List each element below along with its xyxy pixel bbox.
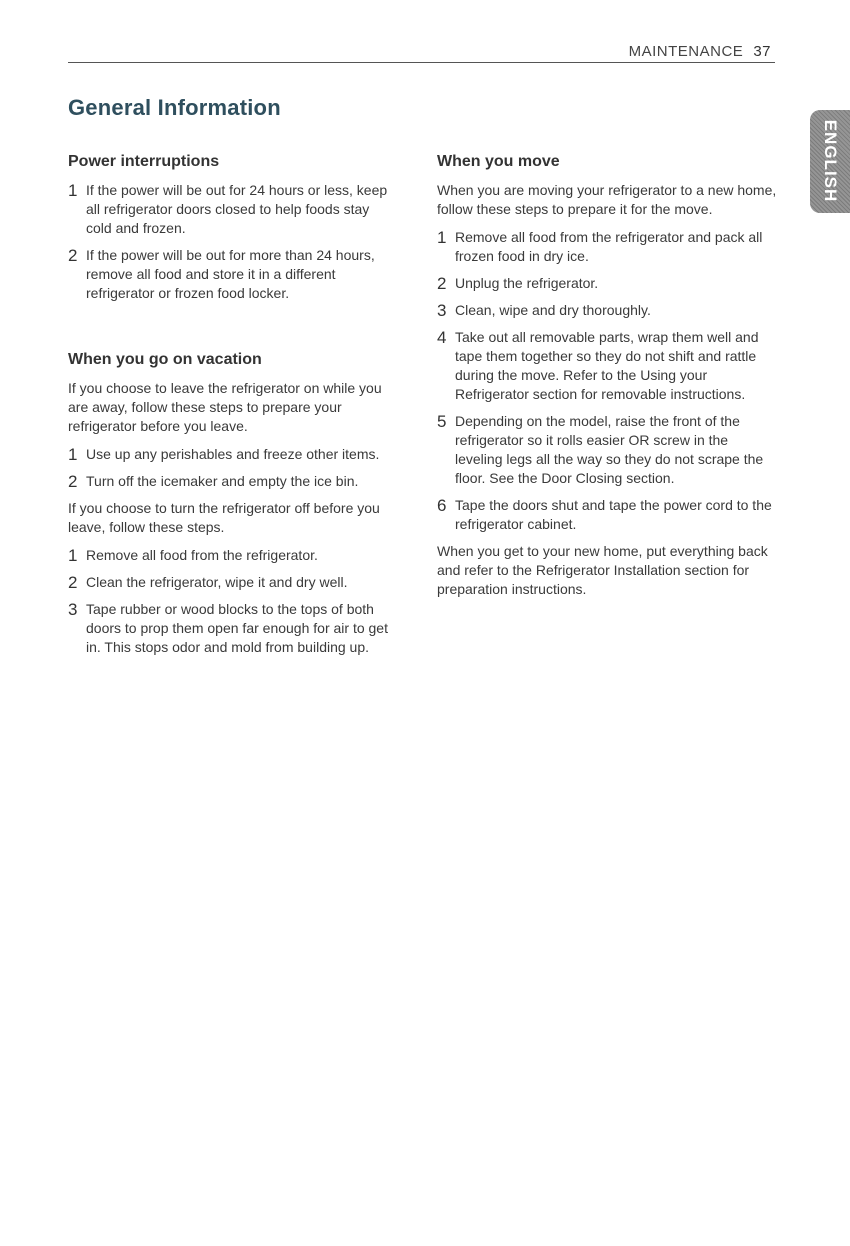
section-heading-vacation: When you go on vacation [68,351,262,368]
step-text: Turn off the icemaker and empty the ice bin. [86,473,359,489]
language-tab-label: ENGLISH [821,119,840,203]
step-number: 1 [68,445,78,464]
spacer [68,311,388,350]
list-item [68,472,388,491]
list-item [68,181,388,238]
list-item [437,496,777,534]
step-text: Unplug the refrigerator. [455,275,599,291]
step-number: 5 [437,412,447,431]
step-number: 1 [437,228,447,247]
step-number: 2 [68,472,78,491]
step-text: Tape the doors shut and tape the power cord to the refrigerator cabinet. [455,497,772,532]
header-section: MAINTENANCE [628,43,744,60]
list-item [68,600,388,657]
list-item [437,274,777,293]
step-text: If the power will be out for 24 hours or less, keep all refrigerator doors closed to help foods stay cold and frozen. [86,182,388,236]
paragraph: If you choose to turn the refrigerator off before you leave, follow these steps. [68,500,380,535]
step-number: 6 [437,496,447,515]
step-number: 4 [437,328,447,347]
step-text: Use up any perishables and freeze other items. [86,446,380,462]
step-number: 2 [68,246,78,265]
paragraph: If you choose to leave the refrigerator on while you are away, follow these steps to prepare your refrigerator before you leave. [68,380,382,434]
list-item [437,228,777,266]
page-number: 37 [753,43,771,60]
step-text: Remove all food from the refrigerator and pack all frozen food in dry ice. [455,229,763,264]
section-heading-move: When you move [437,153,560,170]
page-header [68,40,775,63]
list-item [68,445,388,464]
step-number: 3 [437,301,447,320]
list-item [68,546,388,565]
step-text: If the power will be out for more than 24 hours, remove all food and store it in a different refrigerator or frozen food locker. [86,247,375,301]
language-tab [810,110,850,213]
step-number: 1 [68,181,78,200]
step-text: Remove all food from the refrigerator. [86,547,318,563]
right-column [437,152,777,608]
list-item [437,412,777,488]
step-number: 2 [437,274,447,293]
left-column [68,152,388,665]
step-text: Take out all removable parts, wrap them well and tape them together so they do not shift and rattle during the move. Refer to the Using your Refrigerator section for removable instructions. [455,329,759,402]
list-item [437,301,777,320]
step-text: Clean, wipe and dry thoroughly. [455,302,651,318]
step-number: 2 [68,573,78,592]
paragraph: When you are moving your refrigerator to a new home, follow these steps to prepare it for the move. [437,182,777,217]
header-text [629,43,771,60]
list-item [437,328,777,404]
step-text: Depending on the model, raise the front of the refrigerator so it rolls easier OR screw in the leveling legs all the way so they do not scrape the floor. See the Door Closing section. [455,413,764,486]
step-text: Clean the refrigerator, wipe it and dry well. [86,574,348,590]
step-number: 3 [68,600,78,619]
page-title: General Information [68,95,281,120]
list-item [68,246,388,303]
list-item [68,573,388,592]
step-number: 1 [68,546,78,565]
step-text: Tape rubber or wood blocks to the tops of both doors to prop them open far enough for air to get in. This stops odor and mold from building up. [86,601,388,655]
paragraph: When you get to your new home, put everything back and refer to the Refrigerator Installation section for preparation instructions. [437,543,768,597]
section-heading-power: Power interruptions [68,153,220,170]
